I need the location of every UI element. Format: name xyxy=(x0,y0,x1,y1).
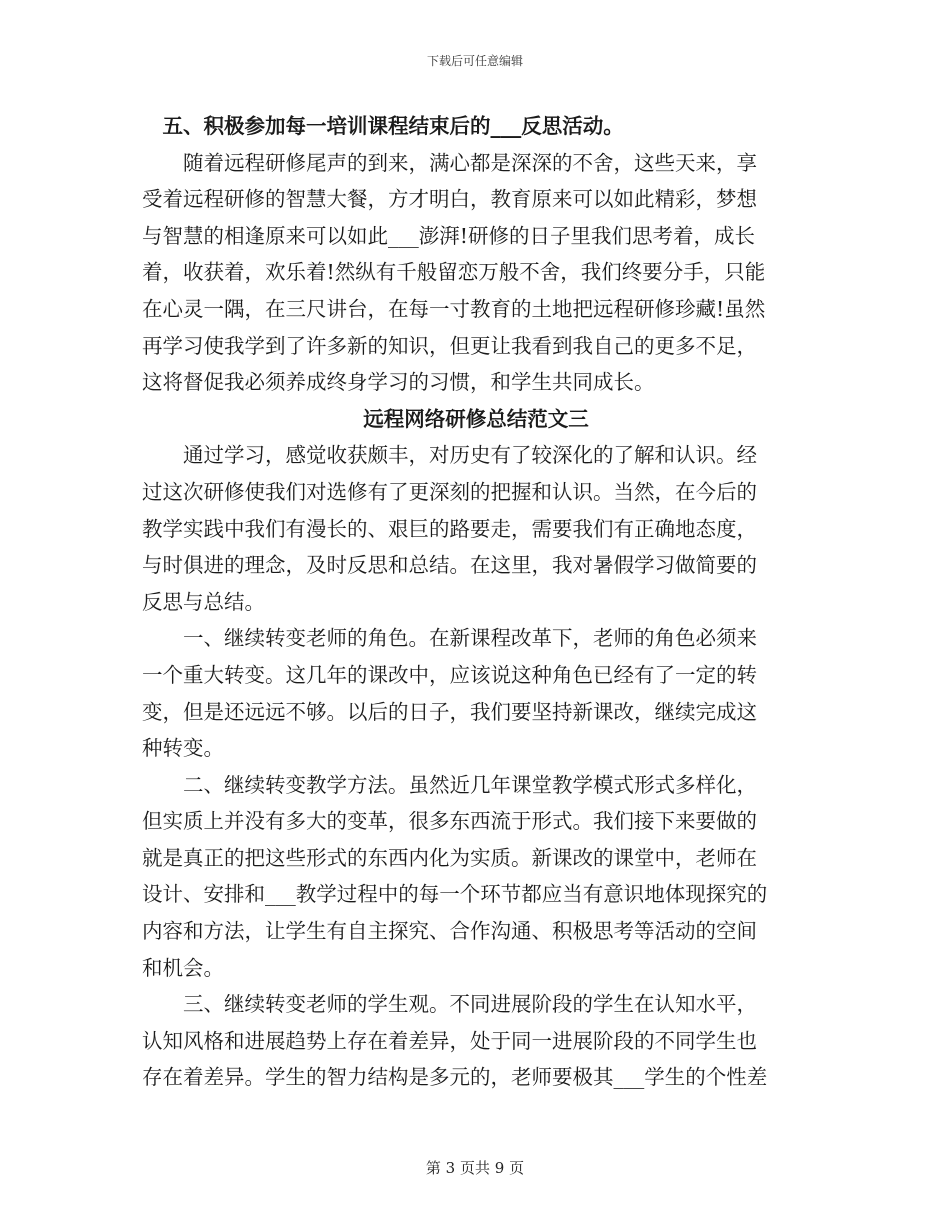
text-line: 内容和方法，让学生有自主探究、合作沟通、积极思考等活动的空间 xyxy=(142,919,757,944)
text-line: 三、继续转变老师的学生观。不同进展阶段的学生在认知水平， xyxy=(142,992,757,1017)
section-title: 远程网络研修总结范文三 xyxy=(363,406,589,431)
document-body xyxy=(142,108,810,1096)
text-line: 随着远程研修尾声的到来，满心都是深深的不舍，这些天来，享 xyxy=(142,150,757,175)
text-line: 再学习使我学到了许多新的知识，但更让我看到我自己的更多不足， xyxy=(142,333,757,358)
text-line: 通过学习，感觉收获颇丰，对历史有了较深化的了解和认识。经 xyxy=(142,443,757,468)
text-line: 一个重大转变。这几年的课改中，应该说这种角色已经有了一定的转 xyxy=(142,662,757,687)
text-line: 一、继续转变老师的角色。在新课程改革下，老师的角色必须来 xyxy=(142,626,757,651)
text-line: 在心灵一隅，在三尺讲台，在每一寸教育的土地把远程研修珍藏!虽然 xyxy=(142,296,766,321)
text-line: 过这次研修使我们对选修有了更深刻的把握和认识。当然，在今后的 xyxy=(142,479,757,504)
page-header: 下载后可任意编辑 xyxy=(426,54,523,68)
text-line: 和机会。 xyxy=(142,955,224,980)
text-line: 认知风格和进展趋势上存在着差异，处于同一进展阶段的不同学生也 xyxy=(142,1028,757,1053)
text-line: 与智慧的相逢原来可以如此___澎湃!研修的日子里我们思考着，成长 xyxy=(142,223,755,248)
text-line: 与时俱进的理念，及时反思和总结。在这里，我对暑假学习做简要的 xyxy=(142,553,757,578)
text-line: 但实质上并没有多大的变革，很多东西流于形式。我们接下来要做的 xyxy=(142,809,757,834)
text-line: 反思与总结。 xyxy=(142,589,265,614)
text-line: 就是真正的把这些形式的东西内化为实质。新课改的课堂中，老师在 xyxy=(142,845,757,870)
text-line: 教学实践中我们有漫长的、艰巨的路要走，需要我们有正确地态度， xyxy=(142,516,757,541)
text-line: 变，但是还远远不够。以后的日子，我们要坚持新课改，继续完成这 xyxy=(142,699,757,724)
text-line: 着，收获着，欢乐着!然纵有千般留恋万般不舍，我们终要分手，只能 xyxy=(142,260,766,285)
page-footer: 第 3 页共 9 页 xyxy=(425,1159,525,1177)
text-line: 设计、安排和___教学过程中的每一个环节都应当有意识地体现探究的 xyxy=(142,882,768,907)
text-line: 受着远程研修的智慧大餐，方才明白，教育原来可以如此精彩，梦想 xyxy=(142,187,757,212)
text-line: 存在着差异。学生的智力结构是多元的，老师要极其___学生的个性差 xyxy=(142,1065,768,1090)
text-line: 这将督促我必须养成终身学习的习惯，和学生共同成长。 xyxy=(142,370,655,395)
text-line: 种转变。 xyxy=(142,736,224,761)
section-heading: 五、积极参加每一培训课程结束后的___反思活动。 xyxy=(142,114,624,138)
text-line: 二、继续转变教学方法。虽然近几年课堂教学模式形式多样化， xyxy=(142,772,757,797)
